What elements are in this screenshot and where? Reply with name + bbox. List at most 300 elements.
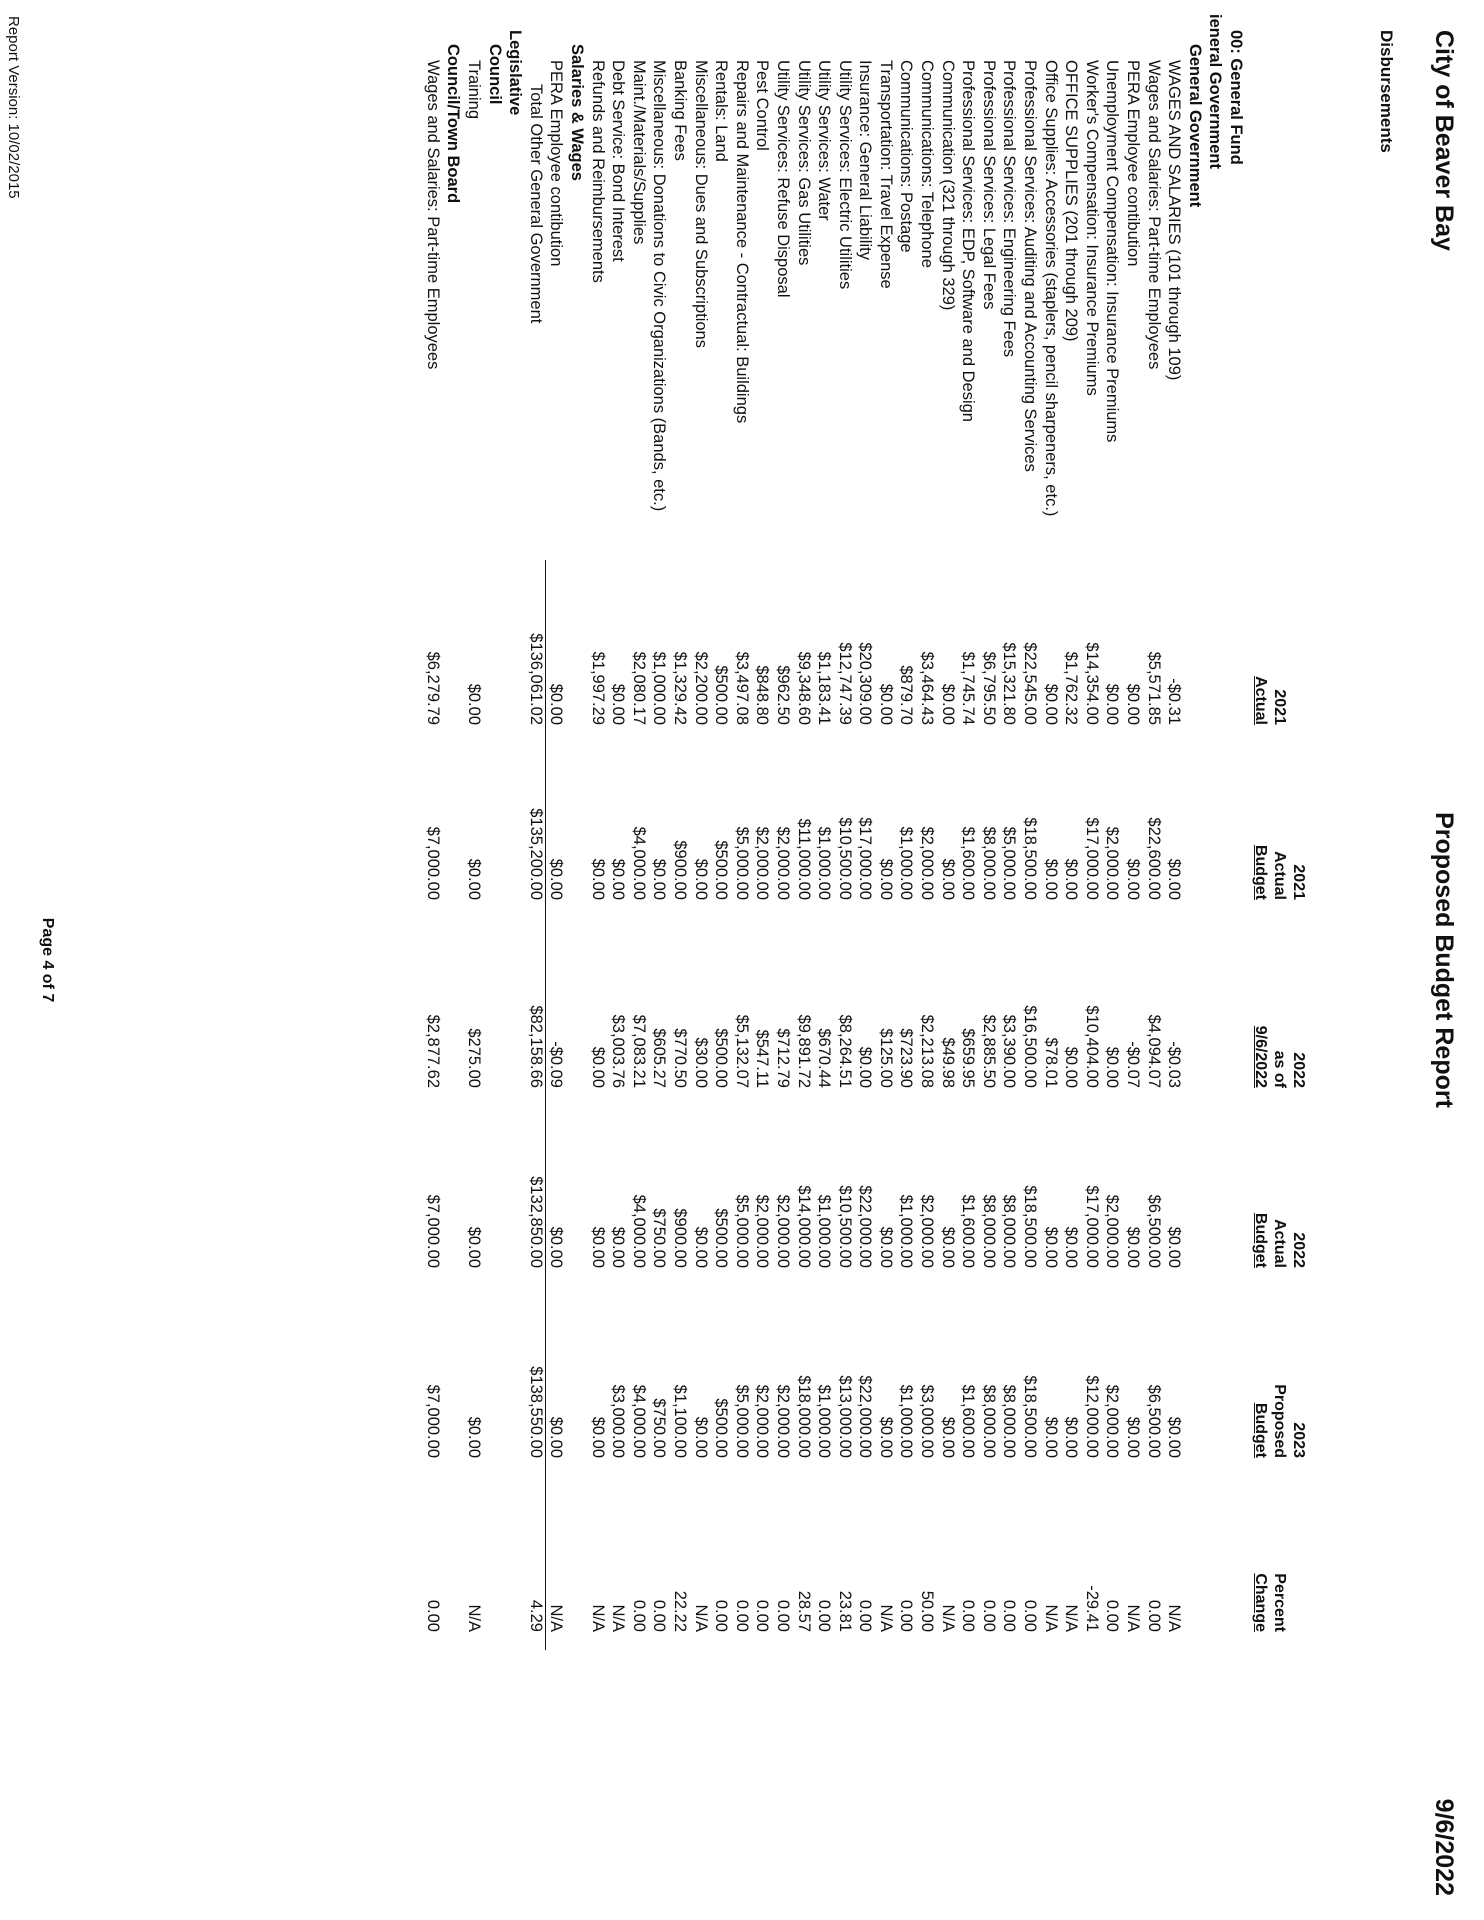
column-header: [1251, 676, 1308, 725]
row-value: $1,997.29: [588, 651, 607, 725]
row-value: $2,000.00: [773, 826, 792, 900]
row-value: 0.00: [753, 1599, 772, 1632]
row-value: $0.00: [876, 1416, 895, 1458]
column-header-line: 2023: [1290, 1422, 1307, 1458]
row-value: $0.00: [465, 683, 484, 725]
row-value: $6,500.00: [1144, 1194, 1163, 1268]
table-row: [443, 0, 464, 1920]
row-value: $138,550.00: [526, 1366, 545, 1458]
row-value: $848.80: [753, 665, 772, 725]
column-header: [1251, 1573, 1308, 1632]
row-value: 0.00: [856, 1599, 875, 1632]
row-value: $670.44: [815, 1028, 834, 1088]
column-header-line: 2022: [1290, 1232, 1307, 1268]
row-value: -$0.09: [547, 1041, 566, 1088]
row-value: $0.00: [1103, 683, 1122, 725]
row-value: $0.00: [876, 683, 895, 725]
row-value: $2,000.00: [773, 1194, 792, 1268]
row-value: $0.00: [588, 1226, 607, 1268]
row-label: Wages and Salaries: Part-time Employees: [1144, 60, 1163, 370]
row-value: $8,000.00: [1000, 1384, 1019, 1458]
row-value: $0.00: [856, 1046, 875, 1088]
row-value: $1,600.00: [959, 826, 978, 900]
row-value: $0.00: [465, 1226, 484, 1268]
row-value: 0.00: [650, 1599, 669, 1632]
row-value: 0.00: [1000, 1599, 1019, 1632]
row-value: $3,003.76: [609, 1014, 628, 1088]
row-value: $1,000.00: [650, 651, 669, 725]
row-label: Banking Fees: [670, 60, 689, 161]
row-value: 28.57: [794, 1590, 813, 1632]
row-label: WAGES AND SALARIES (101 through 109): [1165, 60, 1184, 381]
row-value: $132,850.00: [526, 1176, 545, 1268]
row-value: $0.00: [1103, 1046, 1122, 1088]
row-value: $275.00: [465, 1028, 484, 1088]
row-value: N/A: [588, 1604, 607, 1632]
table-row: [772, 0, 793, 1920]
row-value: $18,500.00: [1021, 1375, 1040, 1458]
table-row: [896, 0, 917, 1920]
row-value: $7,083.21: [629, 1014, 648, 1088]
row-value: 50.00: [918, 1590, 937, 1632]
table-row: [731, 0, 752, 1920]
row-label: Utility Services: Electric Utilities: [835, 60, 854, 290]
column-header: [1251, 1026, 1308, 1088]
row-value: $18,500.00: [1021, 817, 1040, 900]
table-row: [628, 0, 649, 1920]
row-value: $1,329.42: [670, 651, 689, 725]
table-row: [711, 0, 732, 1920]
table-row: [937, 0, 958, 1920]
row-label: OFFICE SUPPLIES (201 through 209): [1062, 60, 1081, 342]
column-header-line: 2021: [1271, 689, 1288, 725]
row-label: Wages and Salaries: Part-time Employees: [423, 60, 442, 370]
table-row: [752, 0, 773, 1920]
table-row: [669, 0, 690, 1920]
row-value: $879.70: [897, 665, 916, 725]
row-value: $2,877.62: [423, 1014, 442, 1088]
row-label: Refunds and Reimbursements: [588, 60, 607, 283]
column-header-line: [1289, 1573, 1308, 1632]
row-value: $11,000.00: [794, 818, 813, 900]
row-value: $8,000.00: [979, 1384, 998, 1458]
row-value: $6,795.50: [979, 651, 998, 725]
row-value: $5,000.00: [732, 826, 751, 900]
row-value: $750.00: [650, 1398, 669, 1458]
row-value: $0.00: [938, 1226, 957, 1268]
row-value: 0.00: [815, 1599, 834, 1632]
row-value: $0.00: [938, 858, 957, 900]
row-value: $4,000.00: [629, 1194, 648, 1268]
row-label: Training: [465, 60, 484, 119]
row-value: $4,094.07: [1144, 1014, 1163, 1088]
row-label: General Government: [1185, 44, 1204, 208]
row-value: $8,264.51: [835, 1014, 854, 1088]
row-value: $8,000.00: [1000, 1194, 1019, 1268]
column-header-line: Percent: [1271, 1573, 1288, 1632]
table-row: [1143, 0, 1164, 1920]
row-value: $7,000.00: [423, 1384, 442, 1458]
row-value: N/A: [609, 1604, 628, 1632]
row-value: $0.00: [691, 858, 710, 900]
row-value: $0.00: [465, 1416, 484, 1458]
row-value: $14,000.00: [794, 1185, 813, 1268]
row-value: $547.11: [753, 1029, 772, 1088]
row-value: $17,000.00: [856, 817, 875, 900]
table-row: [978, 0, 999, 1920]
table-row: [1081, 0, 1102, 1920]
table-row: [814, 0, 835, 1920]
table-row: [1061, 0, 1082, 1920]
row-value: $0.00: [588, 1046, 607, 1088]
row-value: $2,885.50: [979, 1014, 998, 1088]
row-value: $3,390.00: [1000, 1014, 1019, 1088]
budget-table: [422, 0, 1246, 1920]
table-row: [793, 0, 814, 1920]
row-value: $82,158.66: [526, 1005, 545, 1088]
row-value: -29.41: [1082, 1585, 1101, 1632]
row-value: $3,000.00: [918, 1384, 937, 1458]
row-value: $6,500.00: [1144, 1384, 1163, 1458]
row-value: N/A: [547, 1604, 566, 1632]
row-value: N/A: [1041, 1604, 1060, 1632]
column-header-line: 2022: [1290, 1052, 1307, 1088]
row-value: $1,000.00: [815, 1194, 834, 1268]
row-value: $6,279.79: [423, 651, 442, 725]
row-label: Communications: Postage: [897, 60, 916, 253]
row-value: $14,354.00: [1082, 642, 1101, 725]
row-label: ieneral Government: [1206, 14, 1225, 169]
row-value: $500.00: [712, 1028, 731, 1088]
row-label: Professional Services: Legal Fees: [979, 60, 998, 310]
table-row: [1205, 0, 1226, 1920]
row-value: $5,571.85: [1144, 651, 1163, 725]
row-value: $1,000.00: [897, 1384, 916, 1458]
row-value: $17,000.00: [1082, 817, 1101, 900]
row-value: $12,747.39: [835, 642, 854, 725]
row-value: $0.00: [588, 1416, 607, 1458]
row-value: $0.00: [547, 858, 566, 900]
row-value: $0.00: [1062, 1416, 1081, 1458]
row-value: $3,464.43: [918, 651, 937, 725]
row-value: $5,000.00: [732, 1194, 751, 1268]
row-value: $30.00: [691, 1037, 710, 1088]
table-row: [690, 0, 711, 1920]
row-label: Legislative: [506, 30, 525, 116]
row-value: $2,000.00: [918, 826, 937, 900]
table-row: [422, 0, 443, 1920]
row-value: $12,000.00: [1082, 1375, 1101, 1458]
row-value: 0.00: [1021, 1599, 1040, 1632]
row-label: Miscellaneous: Dues and Subscriptions: [691, 60, 710, 348]
column-header-line: Change: [1252, 1573, 1269, 1632]
table-row: [546, 0, 567, 1920]
row-label: Salaries & Wages: [568, 44, 586, 181]
row-value: $7,000.00: [423, 826, 442, 900]
table-row: [1164, 0, 1185, 1920]
row-value: $0.00: [1041, 1226, 1060, 1268]
row-value: -$0.07: [1124, 1041, 1143, 1088]
column-header-line: [1289, 676, 1308, 725]
report-version: Report Version: 10/02/2015: [5, 16, 22, 199]
row-value: $4,000.00: [629, 826, 648, 900]
row-value: N/A: [1124, 1604, 1143, 1632]
row-value: $0.00: [1062, 1046, 1081, 1088]
row-value: $2,000.00: [1103, 826, 1122, 900]
city-name: City of Beaver Bay: [1430, 30, 1458, 251]
row-value: $9,348.60: [794, 651, 813, 725]
row-value: $2,213.08: [918, 1014, 937, 1088]
row-value: $8,000.00: [979, 1194, 998, 1268]
row-label: Utility Services: Gas Utilities: [794, 60, 813, 266]
row-value: $770.50: [670, 1028, 689, 1088]
row-value: $1,600.00: [959, 1194, 978, 1268]
row-value: $78.01: [1041, 1037, 1060, 1088]
column-header: [1251, 1213, 1308, 1268]
row-label: Utility Services: Refuse Disposal: [773, 60, 792, 298]
row-value: $10,500.00: [835, 1185, 854, 1268]
row-value: 23.81: [835, 1590, 854, 1632]
row-value: $500.00: [712, 1398, 731, 1458]
row-value: $500.00: [712, 1208, 731, 1268]
row-value: $5,132.07: [732, 1014, 751, 1088]
table-row: [1019, 0, 1040, 1920]
row-value: -$0.03: [1165, 1041, 1184, 1088]
section-title: Disbursements: [1377, 30, 1396, 153]
row-label: Maint./Materials/Supplies: [629, 60, 648, 245]
table-row: [463, 0, 484, 1920]
row-value: 0.00: [959, 1599, 978, 1632]
table-row: [1040, 0, 1061, 1920]
table-row: [649, 0, 670, 1920]
row-value: $659.95: [959, 1028, 978, 1088]
row-value: $0.00: [1062, 858, 1081, 900]
row-value: $2,000.00: [753, 1194, 772, 1268]
row-value: $0.00: [1041, 858, 1060, 900]
row-label: Debt Service: Bond Interest: [609, 60, 628, 262]
row-value: $0.00: [1165, 1226, 1184, 1268]
row-value: $900.00: [670, 1208, 689, 1268]
row-value: $962.50: [773, 665, 792, 725]
row-label: PERA Employee contibution: [1124, 60, 1143, 267]
row-label: Professional Services: EDP, Software and Design: [959, 60, 978, 422]
row-label: Communications: Telephone: [918, 60, 937, 268]
row-value: $2,000.00: [1103, 1384, 1122, 1458]
row-value: 0.00: [732, 1599, 751, 1632]
row-value: $500.00: [712, 840, 731, 900]
column-header-line: Actual: [1252, 676, 1269, 725]
row-value: $4,000.00: [629, 1384, 648, 1458]
row-label: PERA Employee contibution: [547, 60, 566, 267]
row-value: $18,000.00: [794, 1375, 813, 1458]
column-header-line: as of: [1271, 1050, 1288, 1088]
row-label: Transportation: Travel Expense: [876, 60, 895, 289]
table-row: [855, 0, 876, 1920]
table-row: [917, 0, 938, 1920]
row-value: $1,100.00: [670, 1384, 689, 1458]
row-label: Unemployment Compensation: Insurance Premiums: [1103, 60, 1122, 443]
row-value: $7,000.00: [423, 1194, 442, 1268]
table-row: [1184, 0, 1205, 1920]
row-value: $0.00: [1124, 683, 1143, 725]
row-value: 4.29: [526, 1599, 545, 1632]
row-value: $900.00: [670, 840, 689, 900]
row-label: Council/Town Board: [444, 44, 463, 204]
table-row: [587, 0, 608, 1920]
row-value: 0.00: [1103, 1599, 1122, 1632]
table-row: [958, 0, 979, 1920]
row-value: $0.00: [465, 858, 484, 900]
row-value: $0.00: [1062, 1226, 1081, 1268]
row-value: $2,000.00: [918, 1194, 937, 1268]
column-header-line: 9/6/2022: [1252, 1025, 1269, 1088]
row-value: $3,497.08: [732, 651, 751, 725]
row-value: $18,500.00: [1021, 1185, 1040, 1268]
row-value: $712.79: [773, 1028, 792, 1088]
row-label: Miscellaneous: Donations to Civic Organizations (Bands, etc.): [650, 60, 669, 512]
row-value: $723.90: [897, 1028, 916, 1088]
row-value: $5,000.00: [732, 1384, 751, 1458]
row-value: $0.00: [1124, 1226, 1143, 1268]
row-value: $22,000.00: [856, 1185, 875, 1268]
row-value: $0.00: [938, 683, 957, 725]
row-value: $1,000.00: [897, 1194, 916, 1268]
row-value: $500.00: [712, 665, 731, 725]
column-header-line: Actual: [1271, 1219, 1288, 1268]
column-header-line: Actual: [1271, 851, 1288, 900]
row-value: $1,000.00: [815, 826, 834, 900]
column-header: [1251, 1384, 1308, 1458]
row-value: $13,000.00: [835, 1375, 854, 1458]
row-value: $0.00: [609, 858, 628, 900]
row-value: 0.00: [712, 1599, 731, 1632]
row-label: Rentals: Land: [712, 60, 731, 162]
row-value: $17,000.00: [1082, 1185, 1101, 1268]
row-value: $125.00: [876, 1028, 895, 1088]
row-value: $22,600.00: [1144, 817, 1163, 900]
column-header-line: Budget: [1252, 1212, 1269, 1268]
table-row: [566, 0, 587, 1920]
report-date: 9/6/2022: [1430, 1798, 1458, 1896]
row-value: N/A: [1062, 1604, 1081, 1632]
row-value: $0.00: [1041, 683, 1060, 725]
column-header-line: Budget: [1252, 1402, 1269, 1458]
row-value: $1,000.00: [897, 826, 916, 900]
row-value: $0.00: [547, 683, 566, 725]
row-value: $0.00: [588, 858, 607, 900]
row-value: N/A: [465, 1604, 484, 1632]
table-row: [834, 0, 855, 1920]
row-value: $0.00: [609, 1226, 628, 1268]
table-row: [1225, 0, 1246, 1920]
row-label: Worker's Compensation: Insurance Premiums: [1082, 60, 1101, 396]
row-value: N/A: [938, 1604, 957, 1632]
row-value: $9,891.72: [794, 1014, 813, 1088]
row-value: N/A: [1165, 1604, 1184, 1632]
row-value: $2,080.17: [629, 651, 648, 725]
row-value: 0.00: [773, 1599, 792, 1632]
row-value: $0.00: [1165, 858, 1184, 900]
column-header-line: 2021: [1290, 864, 1307, 900]
row-label: Repairs and Maintenance - Contractual: Buildings: [732, 60, 751, 424]
row-value: $2,000.00: [1103, 1194, 1122, 1268]
column-header: [1251, 845, 1308, 900]
row-label: Utility Services: Water: [815, 60, 834, 221]
table-row: [505, 0, 526, 1920]
report-title: Proposed Budget Report: [1430, 812, 1458, 1108]
row-value: $750.00: [650, 1208, 669, 1268]
row-value: $10,404.00: [1082, 1005, 1101, 1088]
row-value: $8,000.00: [979, 826, 998, 900]
row-value: $10,500.00: [835, 817, 854, 900]
total-rule: [545, 560, 546, 1650]
row-value: $0.00: [547, 1416, 566, 1458]
table-row: [1122, 0, 1143, 1920]
row-value: $16,500.00: [1021, 1005, 1040, 1088]
table-row: [999, 0, 1020, 1920]
row-value: $0.00: [1165, 1416, 1184, 1458]
row-value: $605.27: [650, 1028, 669, 1088]
row-value: $20,309.00: [856, 642, 875, 725]
table-row: [875, 0, 896, 1920]
row-value: $1,600.00: [959, 1384, 978, 1458]
page-number: Page 4 of 7: [39, 917, 56, 1003]
row-value: 0.00: [629, 1599, 648, 1632]
row-value: $3,000.00: [609, 1384, 628, 1458]
row-value: $135,200.00: [526, 808, 545, 900]
table-row: [484, 0, 505, 1920]
row-value: 0.00: [1144, 1599, 1163, 1632]
row-label: Council: [485, 44, 504, 105]
row-value: $49.98: [938, 1037, 957, 1088]
row-value: $0.00: [876, 1226, 895, 1268]
row-value: $5,000.00: [1000, 826, 1019, 900]
row-label: Professional Services: Auditing and Accounting Services: [1021, 60, 1040, 472]
row-value: 0.00: [423, 1599, 442, 1632]
row-label: Office Supplies: Accessories (staplers, pencil sharpeners, etc.): [1041, 60, 1060, 517]
row-value: $2,200.00: [691, 651, 710, 725]
row-value: 0.00: [897, 1599, 916, 1632]
row-value: $15,321.80: [1000, 642, 1019, 725]
row-value: N/A: [876, 1604, 895, 1632]
row-label: 00: General Fund: [1227, 30, 1245, 165]
row-value: $1,000.00: [815, 1384, 834, 1458]
row-value: $0.00: [1124, 1416, 1143, 1458]
row-value: 0.00: [979, 1599, 998, 1632]
table-row: [1102, 0, 1123, 1920]
row-value: $0.00: [1041, 1416, 1060, 1458]
row-label: Pest Control: [753, 60, 772, 151]
row-value: $0.00: [938, 1416, 957, 1458]
row-value: $0.00: [1124, 858, 1143, 900]
row-label: Total Other General Government: [526, 84, 545, 324]
row-value: N/A: [691, 1604, 710, 1632]
row-label: Professional Services: Engineering Fees: [1000, 60, 1019, 358]
row-value: $2,000.00: [753, 826, 772, 900]
row-value: $1,762.32: [1062, 651, 1081, 725]
table-row: [525, 0, 546, 1920]
row-value: $2,000.00: [753, 1384, 772, 1458]
row-value: $0.00: [691, 1416, 710, 1458]
row-label: Insurance: General Liability: [856, 60, 875, 260]
row-value: $0.00: [650, 858, 669, 900]
row-value: $22,545.00: [1021, 642, 1040, 725]
row-value: $22,000.00: [856, 1375, 875, 1458]
row-value: $0.00: [609, 683, 628, 725]
row-value: $1,183.41: [815, 651, 834, 725]
table-row: [608, 0, 629, 1920]
row-value: $1,745.74: [959, 651, 978, 725]
